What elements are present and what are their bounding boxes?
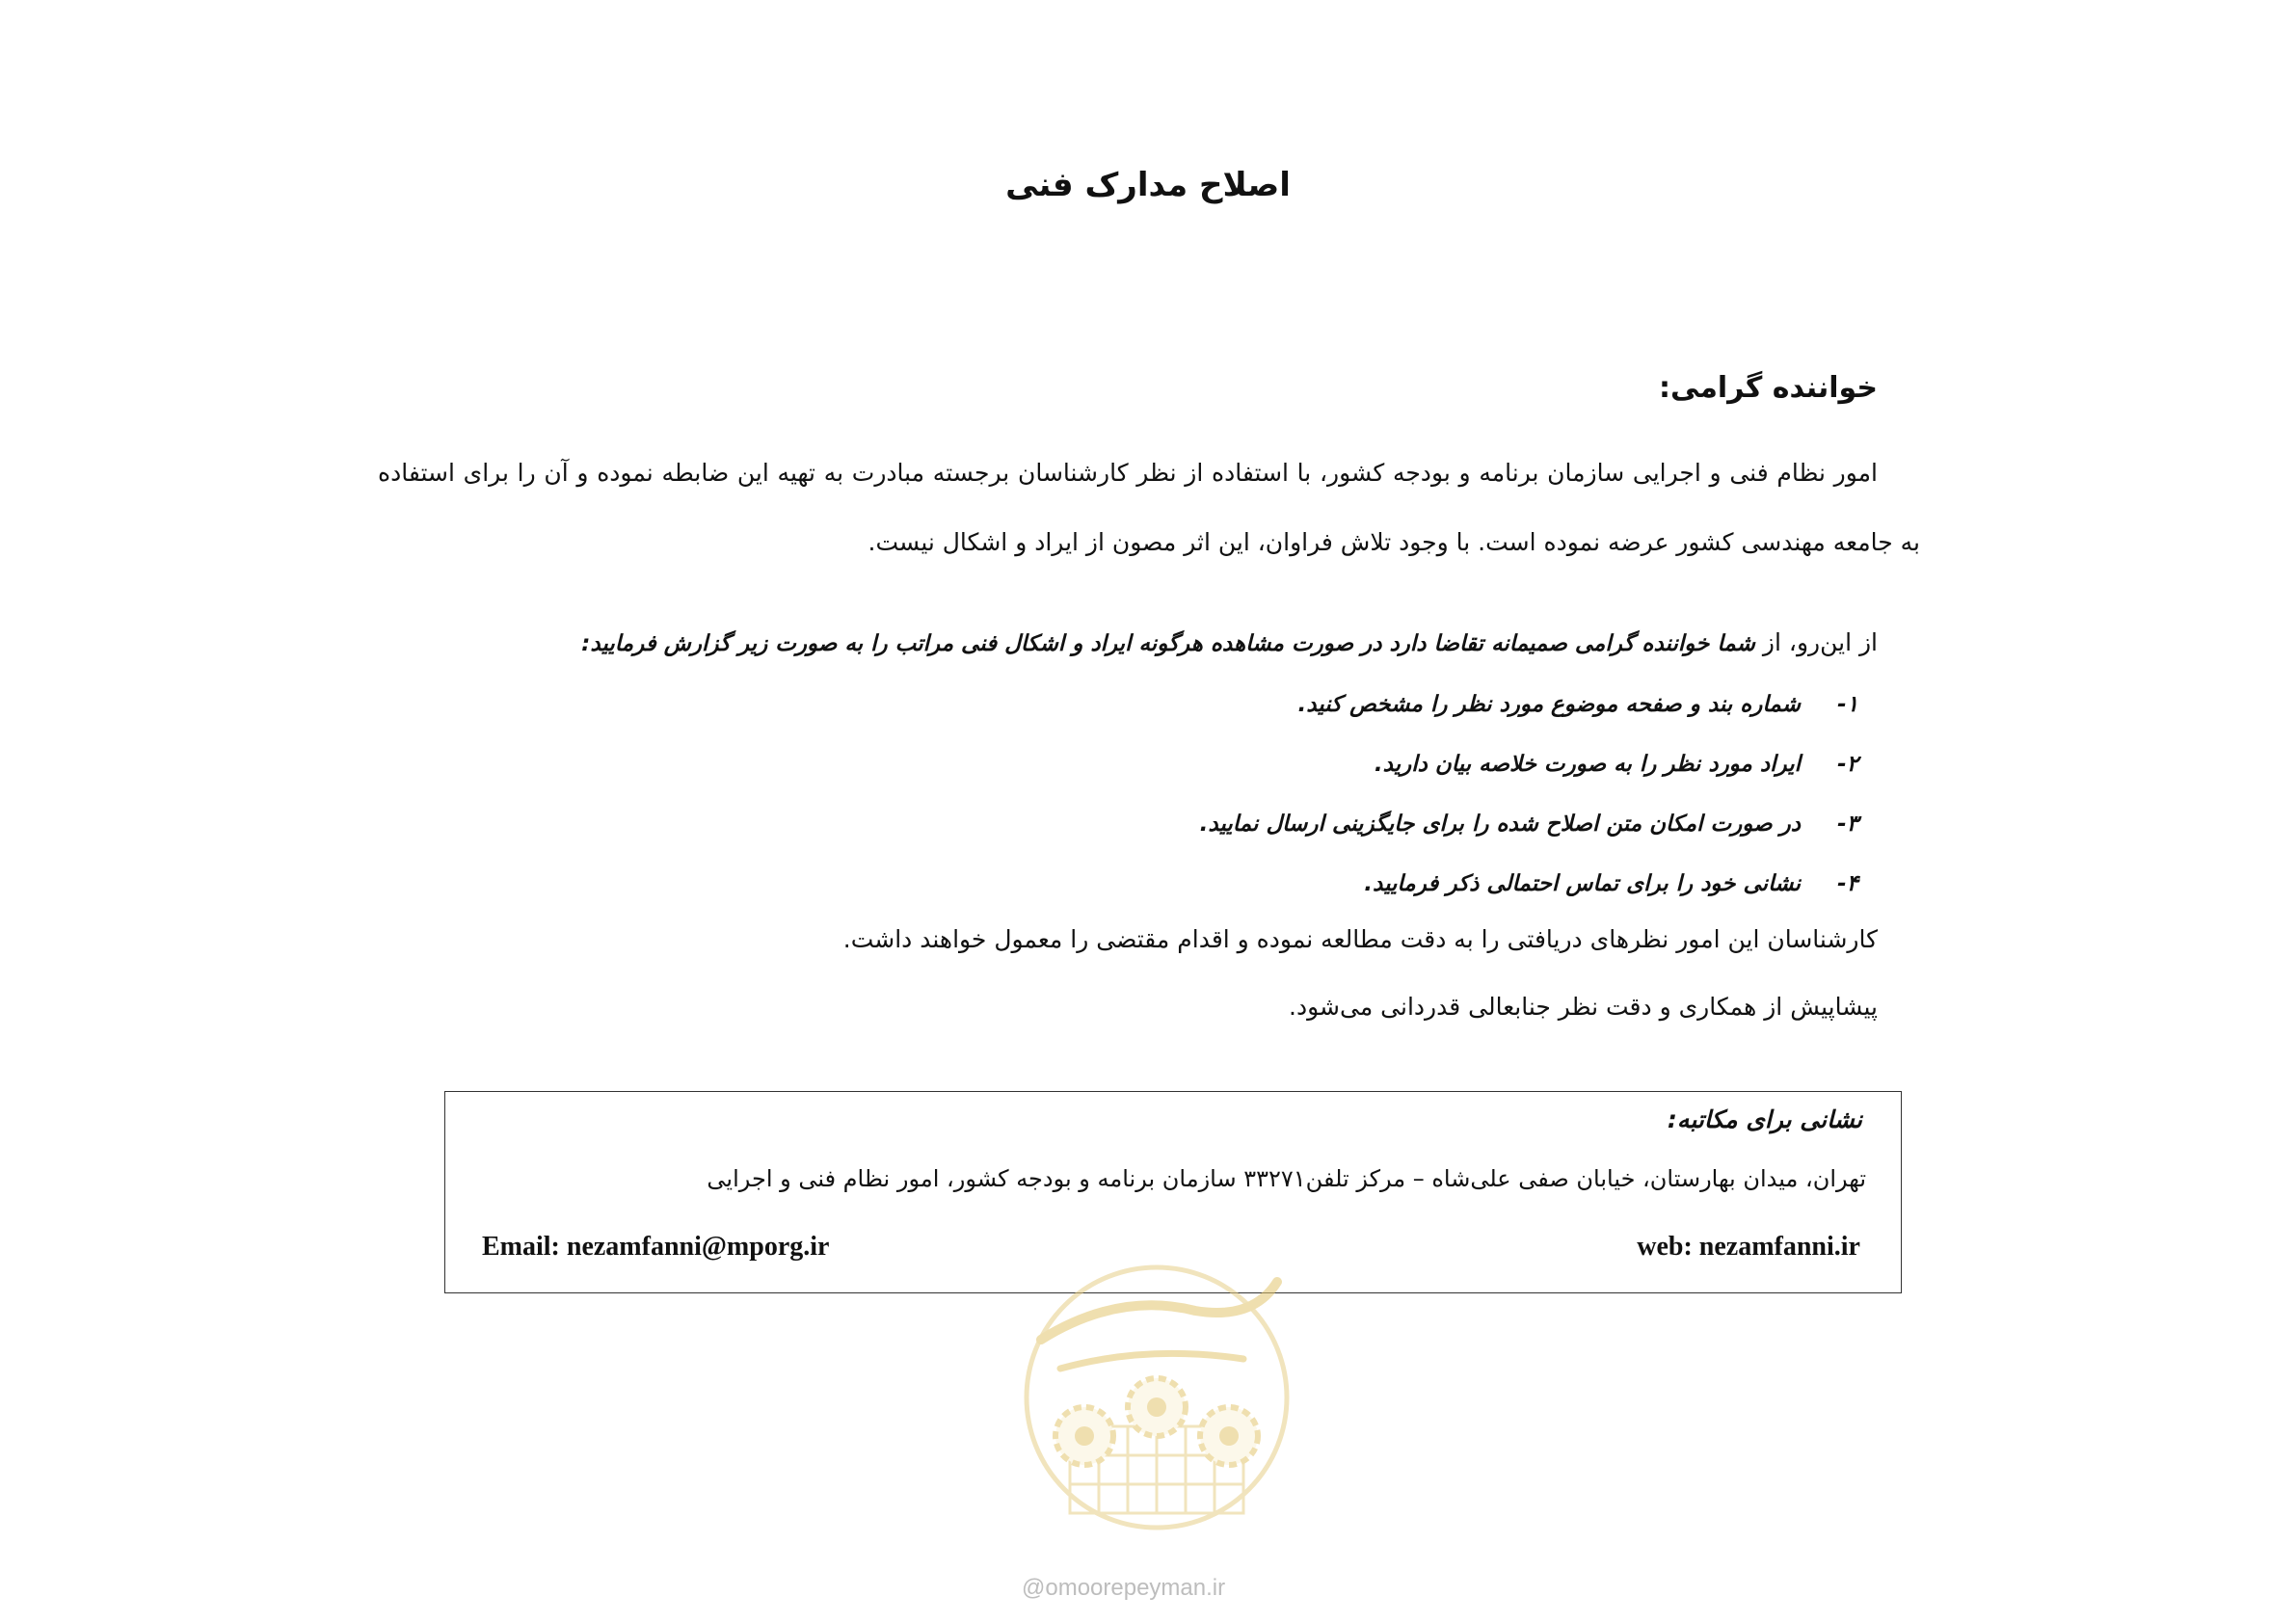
list-item-text: نشانی خود را برای تماس احتمالی ذکر فرمایید. xyxy=(1364,871,1801,896)
thanks-note: پیشاپیش از همکاری و دقت نظر جنابعالی قدردانی می‌شود. xyxy=(1289,993,1878,1021)
list-item-text: ایراد مورد نظر را به صورت خلاصه بیان دارید. xyxy=(1374,752,1801,777)
watermark-logo-icon xyxy=(1002,1253,1311,1600)
request-prefix: از این‌رو، از xyxy=(1754,628,1878,656)
email-link[interactable]: Email: nezamfanni@mporg.ir xyxy=(482,1232,830,1262)
report-instructions-list xyxy=(702,675,1858,914)
list-item-number: ۲- xyxy=(1837,752,1858,777)
list-item-text: در صورت امکان متن اصلاح شده را برای جایگزینی ارسال نمایید. xyxy=(1199,812,1801,837)
list-item xyxy=(702,675,1858,734)
list-item xyxy=(702,734,1858,794)
list-item xyxy=(702,794,1858,854)
list-item-number: ۱- xyxy=(1837,692,1858,717)
greeting: خواننده گرامی: xyxy=(1658,371,1878,405)
page-title: اصلاح مدارک فنی xyxy=(1005,166,1291,204)
website-link[interactable]: web: nezamfanni.ir xyxy=(1637,1232,1860,1262)
intro-text: امور نظام فنی و اجرایی سازمان برنامه و بودجه کشور، با استفاده از نظر کارشناسان برجسته مبادرت به تهیه این ضابطه نموده و آن را برای استفاده به جامعه مهندسی کشور عرضه نموده است. با وجود تلاش فراوان، این اثر مصون از ایراد و اشکال نیست. xyxy=(378,459,1920,556)
contact-address: تهران، میدان بهارستان، خیابان صفی علی‌شاه – مرکز تلفن۳۳۲۷۱ سازمان برنامه و بودجه کشور، امور نظام فنی و اجرایی xyxy=(707,1165,1866,1192)
intro-paragraph xyxy=(378,439,1920,577)
review-note: کارشناسان این امور نظرهای دریافتی را به دقت مطالعه نموده و اقدام مقتضی را معمول خواهند داشت. xyxy=(842,925,1878,953)
contact-heading: نشانی برای مکاتبه: xyxy=(1667,1105,1862,1133)
list-item-number: ۳- xyxy=(1837,812,1858,837)
request-emphasis: شما خواننده گرامی صمیمانه تقاضا دارد در صورت مشاهده هرگونه ایراد و اشکال فنی مراتب را به صورت زیر گزارش فرمایید: xyxy=(581,631,1755,656)
list-item xyxy=(702,854,1858,914)
watermark-site: @omoorepeyman.ir xyxy=(1022,1575,1226,1601)
request-paragraph xyxy=(432,622,1878,665)
list-item-number: ۴- xyxy=(1837,871,1858,896)
list-item-text: شماره بند و صفحه موضوع مورد نظر را مشخص کنید. xyxy=(1297,692,1801,717)
